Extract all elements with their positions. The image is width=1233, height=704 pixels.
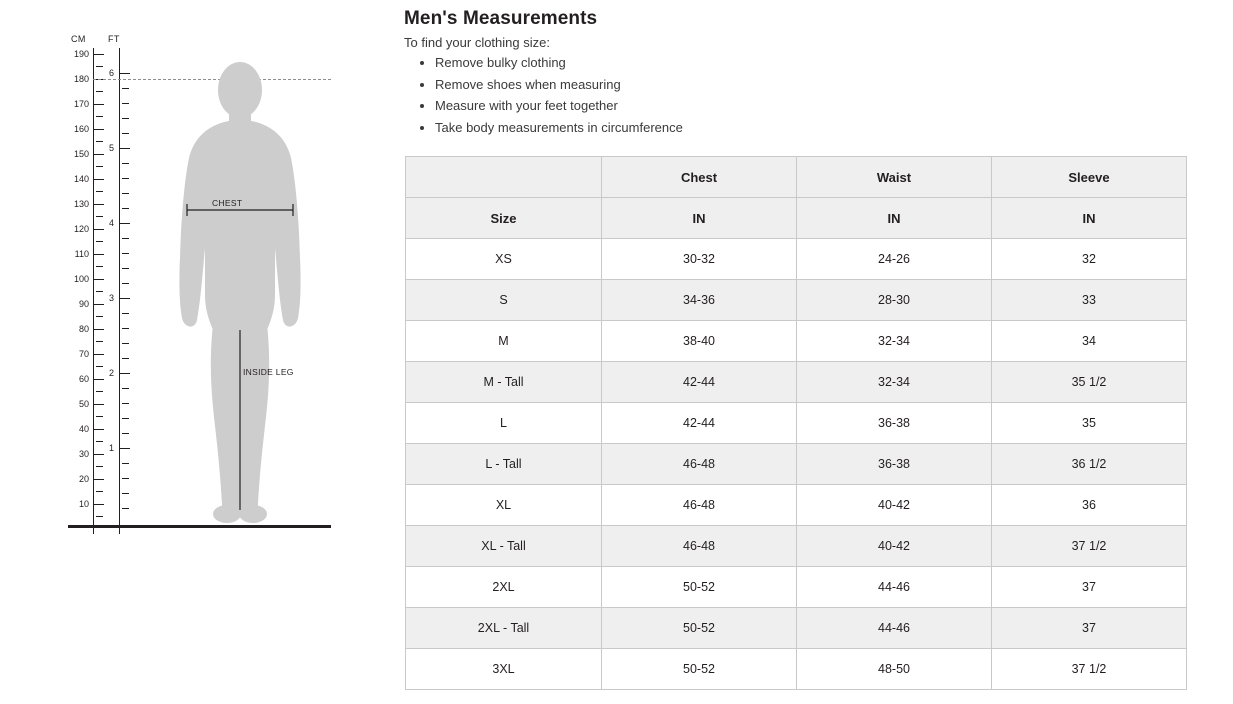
- cm-tick: [93, 129, 104, 130]
- cell-waist: 44-46: [797, 608, 992, 649]
- ft-tick-minor: [122, 268, 129, 269]
- table-header-blank: [406, 157, 602, 198]
- cell-waist: 40-42: [797, 485, 992, 526]
- cell-size: L: [406, 403, 602, 444]
- cell-chest: 50-52: [602, 649, 797, 690]
- male-silhouette-icon: [165, 62, 315, 527]
- list-item: • Remove shoes when measuring: [435, 74, 683, 96]
- table-row: [406, 239, 1187, 280]
- ft-tick-minor: [122, 313, 129, 314]
- cm-tick-label: 170: [73, 99, 89, 109]
- cell-size: M: [406, 321, 602, 362]
- cm-tick: [93, 429, 104, 430]
- ft-tick-minor: [122, 328, 129, 329]
- page-title: Men's Measurements: [404, 8, 598, 29]
- ft-tick-minor: [122, 88, 129, 89]
- list-item: • Remove bulky clothing: [435, 52, 683, 74]
- cm-tick-label: 120: [73, 224, 89, 234]
- table-unit-sleeve: IN: [992, 198, 1187, 239]
- cell-chest: 42-44: [602, 362, 797, 403]
- cm-tick-label: 110: [74, 249, 89, 259]
- figure-stage: [40, 20, 360, 550]
- cell-sleeve: 35: [992, 403, 1187, 444]
- cm-tick-label: 10: [78, 499, 89, 509]
- cell-sleeve: 32: [992, 239, 1187, 280]
- ft-tick-label: 4: [108, 218, 114, 228]
- ft-tick-minor: [122, 208, 129, 209]
- ft-tick-minor: [122, 343, 129, 344]
- cm-tick: [93, 379, 104, 380]
- cell-chest: 50-52: [602, 567, 797, 608]
- instructions-list: [417, 52, 683, 138]
- table-header-waist: Waist: [797, 157, 992, 198]
- cm-tick: [93, 504, 104, 505]
- table-row: [406, 280, 1187, 321]
- table-row: [406, 567, 1187, 608]
- cm-tick: [93, 204, 104, 205]
- ft-tick-minor: [122, 388, 129, 389]
- table-row: [406, 649, 1187, 690]
- ft-tick-label: 3: [108, 293, 114, 303]
- cm-tick: [93, 454, 104, 455]
- cell-waist: 28-30: [797, 280, 992, 321]
- ft-tick-minor: [122, 178, 129, 179]
- ft-tick-minor: [122, 433, 129, 434]
- ft-tick-minor: [122, 133, 129, 134]
- cm-tick: [93, 329, 104, 330]
- ft-tick: [119, 448, 130, 449]
- ft-tick-minor: [122, 493, 129, 494]
- table-row: [406, 485, 1187, 526]
- table-header-chest: Chest: [602, 157, 797, 198]
- cell-waist: 36-38: [797, 403, 992, 444]
- measurements-content: [404, 0, 1204, 704]
- ft-tick: [119, 73, 130, 74]
- cm-unit-label: CM: [71, 34, 86, 44]
- cm-tick-minor: [96, 241, 103, 242]
- ft-ruler-axis: [119, 48, 120, 534]
- ft-tick-minor: [122, 403, 129, 404]
- table-header-row: [406, 157, 1187, 198]
- cell-size: XL: [406, 485, 602, 526]
- cell-waist: 44-46: [797, 567, 992, 608]
- ft-tick: [119, 298, 130, 299]
- ft-tick-label: 6: [108, 68, 114, 78]
- cm-tick-label: 60: [78, 374, 89, 384]
- cell-sleeve: 36 1/2: [992, 444, 1187, 485]
- cell-waist: 32-34: [797, 362, 992, 403]
- cell-waist: 32-34: [797, 321, 992, 362]
- cell-size: 2XL: [406, 567, 602, 608]
- inside-leg-measure-label: INSIDE LEG: [243, 367, 294, 377]
- cm-tick-minor: [96, 291, 103, 292]
- cm-tick-minor: [96, 366, 103, 367]
- cell-chest: 42-44: [602, 403, 797, 444]
- ft-tick-label: 1: [108, 443, 114, 453]
- list-item: • Measure with your feet together: [435, 95, 683, 117]
- table-unit-row: [406, 198, 1187, 239]
- size-chart-table: [405, 156, 1187, 690]
- cm-tick-minor: [96, 491, 103, 492]
- cell-chest: 30-32: [602, 239, 797, 280]
- cell-size: 3XL: [406, 649, 602, 690]
- cell-sleeve: 34: [992, 321, 1187, 362]
- ft-tick-minor: [122, 358, 129, 359]
- ft-tick-minor: [122, 253, 129, 254]
- ft-tick-minor: [122, 118, 129, 119]
- cm-tick-minor: [96, 216, 103, 217]
- cm-tick: [93, 479, 104, 480]
- cell-size: 2XL - Tall: [406, 608, 602, 649]
- cell-sleeve: 37: [992, 608, 1187, 649]
- cell-chest: 46-48: [602, 444, 797, 485]
- cm-tick-minor: [96, 141, 103, 142]
- cm-tick: [93, 154, 104, 155]
- cm-tick: [93, 229, 104, 230]
- cm-tick: [93, 179, 104, 180]
- cm-tick: [93, 279, 104, 280]
- cm-tick-minor: [96, 416, 103, 417]
- cm-tick-label: 30: [78, 449, 89, 459]
- cm-tick: [93, 354, 104, 355]
- cell-chest: 34-36: [602, 280, 797, 321]
- cell-waist: 36-38: [797, 444, 992, 485]
- cm-tick-label: 50: [78, 399, 89, 409]
- table-unit-chest: IN: [602, 198, 797, 239]
- cm-tick-label: 190: [73, 49, 89, 59]
- ft-tick-minor: [122, 103, 129, 104]
- cell-waist: 24-26: [797, 239, 992, 280]
- chest-measure-label: CHEST: [212, 198, 243, 208]
- cell-chest: 46-48: [602, 526, 797, 567]
- cm-tick-label: 40: [78, 424, 89, 434]
- cell-size: XS: [406, 239, 602, 280]
- cell-size: XL - Tall: [406, 526, 602, 567]
- cm-tick-label: 130: [73, 199, 89, 209]
- ft-tick-minor: [122, 508, 129, 509]
- cm-tick-minor: [96, 391, 103, 392]
- ft-tick: [119, 223, 130, 224]
- cm-tick-minor: [96, 466, 103, 467]
- cm-tick: [93, 104, 104, 105]
- cm-tick-minor: [96, 316, 103, 317]
- table-row: [406, 403, 1187, 444]
- cm-tick-minor: [96, 441, 103, 442]
- cm-tick-label: 150: [73, 149, 89, 159]
- cm-tick-minor: [96, 116, 103, 117]
- ft-tick-minor: [122, 238, 129, 239]
- table-row: [406, 321, 1187, 362]
- ft-tick-minor: [122, 463, 129, 464]
- cm-tick: [93, 54, 104, 55]
- cell-sleeve: 37 1/2: [992, 526, 1187, 567]
- cm-tick-label: 70: [78, 349, 89, 359]
- cm-tick: [93, 304, 104, 305]
- page-subtitle: To find your clothing size:: [404, 35, 550, 50]
- cm-tick-minor: [96, 91, 103, 92]
- table-row: [406, 444, 1187, 485]
- cm-tick-label: 100: [73, 274, 89, 284]
- cell-sleeve: 37: [992, 567, 1187, 608]
- table-unit-size: Size: [406, 198, 602, 239]
- cm-tick-minor: [96, 341, 103, 342]
- cell-size: L - Tall: [406, 444, 602, 485]
- cell-chest: 46-48: [602, 485, 797, 526]
- ft-tick: [119, 373, 130, 374]
- table-row: [406, 362, 1187, 403]
- cm-tick: [93, 254, 104, 255]
- cm-tick: [93, 404, 104, 405]
- cm-tick-label: 90: [78, 299, 89, 309]
- cell-chest: 50-52: [602, 608, 797, 649]
- list-item: • Take body measurements in circumference: [435, 117, 683, 139]
- cm-tick-minor: [96, 166, 103, 167]
- ft-tick-label: 5: [108, 143, 114, 153]
- ft-tick-minor: [122, 283, 129, 284]
- table-row: [406, 526, 1187, 567]
- cm-tick-label: 80: [78, 324, 89, 334]
- cell-chest: 38-40: [602, 321, 797, 362]
- cm-tick-minor: [96, 191, 103, 192]
- cell-size: S: [406, 280, 602, 321]
- measurement-illustration: [0, 0, 392, 704]
- table-unit-waist: IN: [797, 198, 992, 239]
- cm-tick-minor: [96, 516, 103, 517]
- ft-tick-minor: [122, 418, 129, 419]
- ft-tick-minor: [122, 193, 129, 194]
- cell-sleeve: 36: [992, 485, 1187, 526]
- cell-sleeve: 33: [992, 280, 1187, 321]
- table-header-sleeve: Sleeve: [992, 157, 1187, 198]
- cell-size: M - Tall: [406, 362, 602, 403]
- cm-tick-label: 140: [73, 174, 89, 184]
- cell-sleeve: 35 1/2: [992, 362, 1187, 403]
- cm-tick-minor: [96, 66, 103, 67]
- cm-tick-label: 180: [73, 74, 89, 84]
- table-row: [406, 608, 1187, 649]
- cell-waist: 40-42: [797, 526, 992, 567]
- ft-tick-minor: [122, 478, 129, 479]
- ft-tick-label: 2: [108, 368, 114, 378]
- cm-tick-minor: [96, 266, 103, 267]
- ft-tick-minor: [122, 163, 129, 164]
- cell-waist: 48-50: [797, 649, 992, 690]
- cm-tick-label: 160: [73, 124, 89, 134]
- cell-sleeve: 37 1/2: [992, 649, 1187, 690]
- cm-tick-label: 20: [78, 474, 89, 484]
- cm-ruler-axis: [93, 48, 94, 534]
- ft-tick: [119, 148, 130, 149]
- ft-unit-label: FT: [108, 34, 120, 44]
